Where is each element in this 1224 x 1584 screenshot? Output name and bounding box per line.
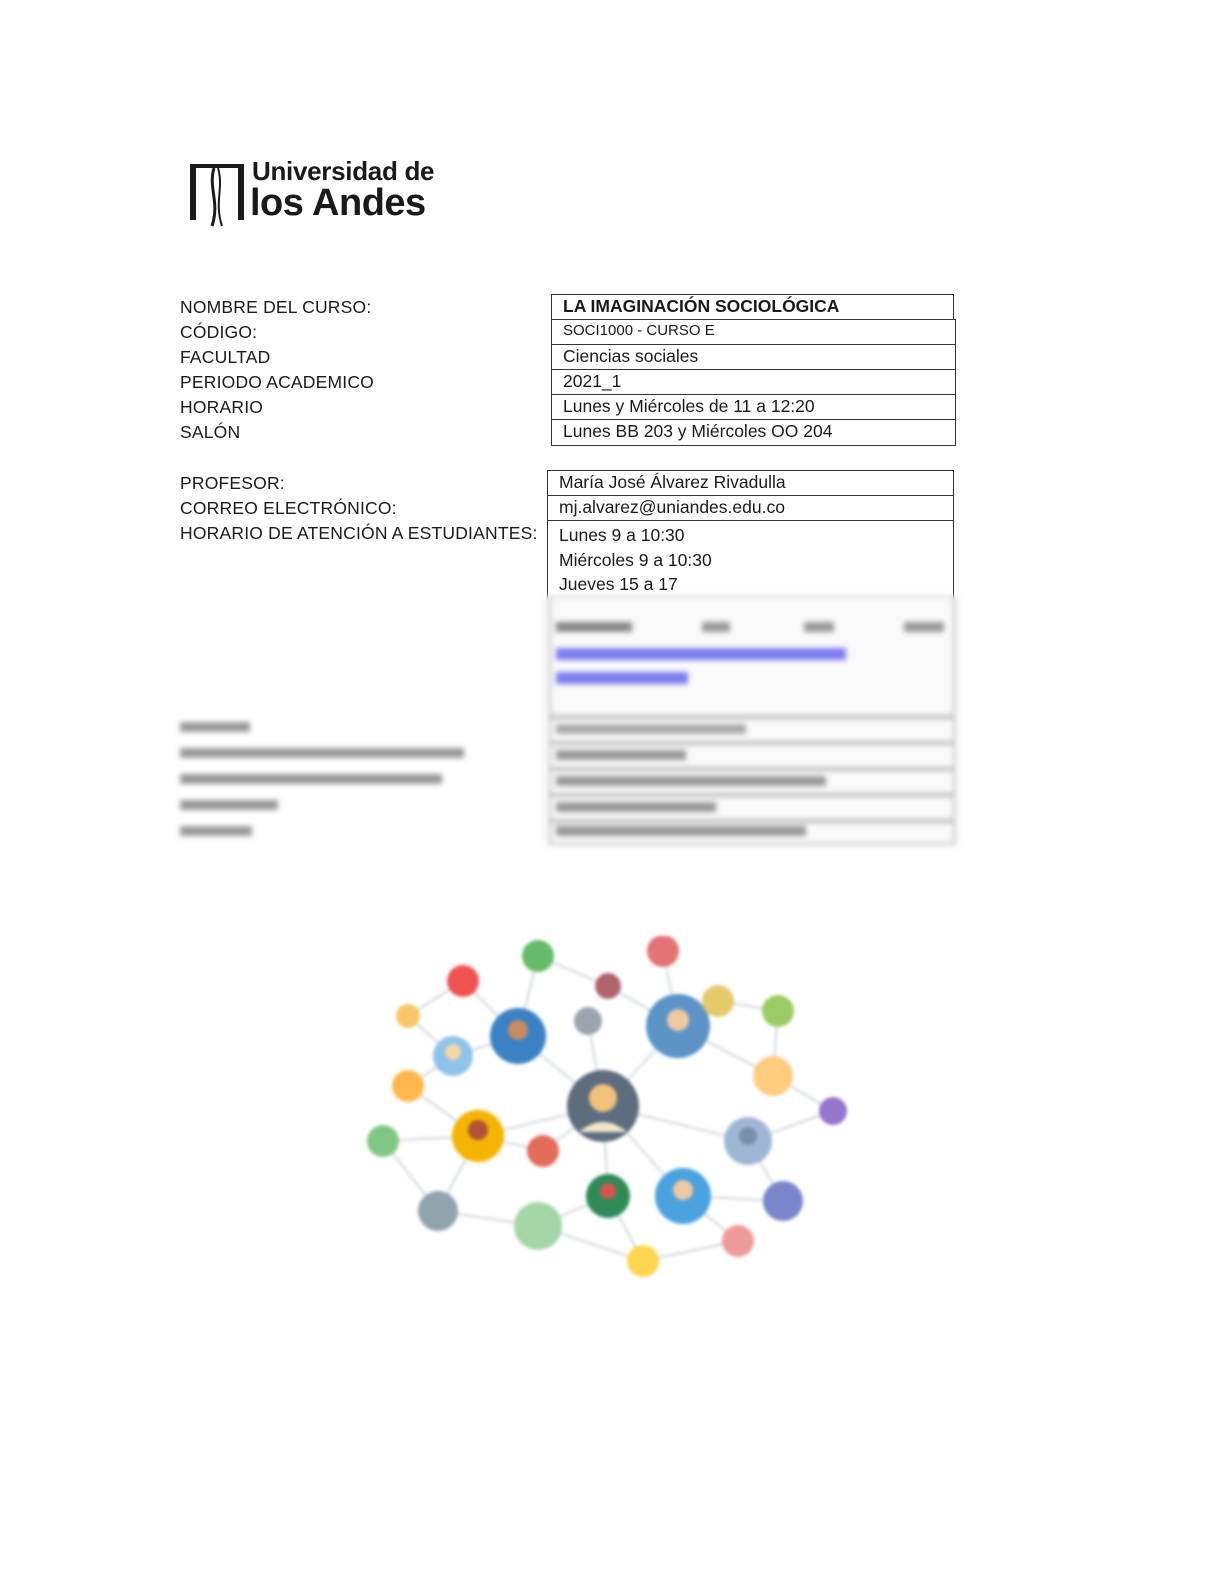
course-code-value: SOCI1000 - CURSO E xyxy=(551,319,956,345)
redacted-region xyxy=(542,596,960,846)
faculty-label: FACULTAD xyxy=(180,347,271,367)
professor-name-value: María José Álvarez Rivadulla xyxy=(547,470,954,496)
logo-text-line2: los Andes xyxy=(250,182,426,224)
room-label: SALÓN xyxy=(180,422,241,442)
office-hours-line: Miércoles 9 a 10:30 xyxy=(559,549,712,570)
email-label: CORREO ELECTRÓNICO: xyxy=(180,498,397,518)
professor-label: PROFESOR: xyxy=(180,473,285,493)
university-shield-icon xyxy=(186,158,246,228)
office-hours-line: Lunes 9 a 10:30 xyxy=(559,525,685,545)
people-network-illustration xyxy=(358,936,858,1288)
period-value: 2021_1 xyxy=(551,369,956,395)
office-hours-label: HORARIO DE ATENCIÓN A ESTUDIANTES: xyxy=(180,523,538,543)
schedule-label: HORARIO xyxy=(180,397,264,417)
university-logo xyxy=(186,154,435,230)
redacted-labels xyxy=(178,716,478,846)
office-hours-line: Jueves 15 a 17 xyxy=(559,574,678,594)
professor-email-value[interactable]: mj.alvarez@uniandes.edu.co xyxy=(547,495,954,521)
schedule-value: Lunes y Miércoles de 11 a 12:20 xyxy=(551,394,956,420)
logo-text-line1: Universidad de xyxy=(252,156,435,186)
office-hours-value xyxy=(547,520,954,600)
room-value: Lunes BB 203 y Miércoles OO 204 xyxy=(551,419,956,446)
course-code-label: CÓDIGO: xyxy=(180,322,258,342)
period-label: PERIODO ACADEMICO xyxy=(180,372,374,392)
course-name-value: LA IMAGINACIÓN SOCIOLÓGICA xyxy=(551,294,954,320)
course-name-label: NOMBRE DEL CURSO: xyxy=(180,297,372,317)
faculty-value: Ciencias sociales xyxy=(551,344,956,370)
redacted-text-blocks xyxy=(542,596,960,846)
